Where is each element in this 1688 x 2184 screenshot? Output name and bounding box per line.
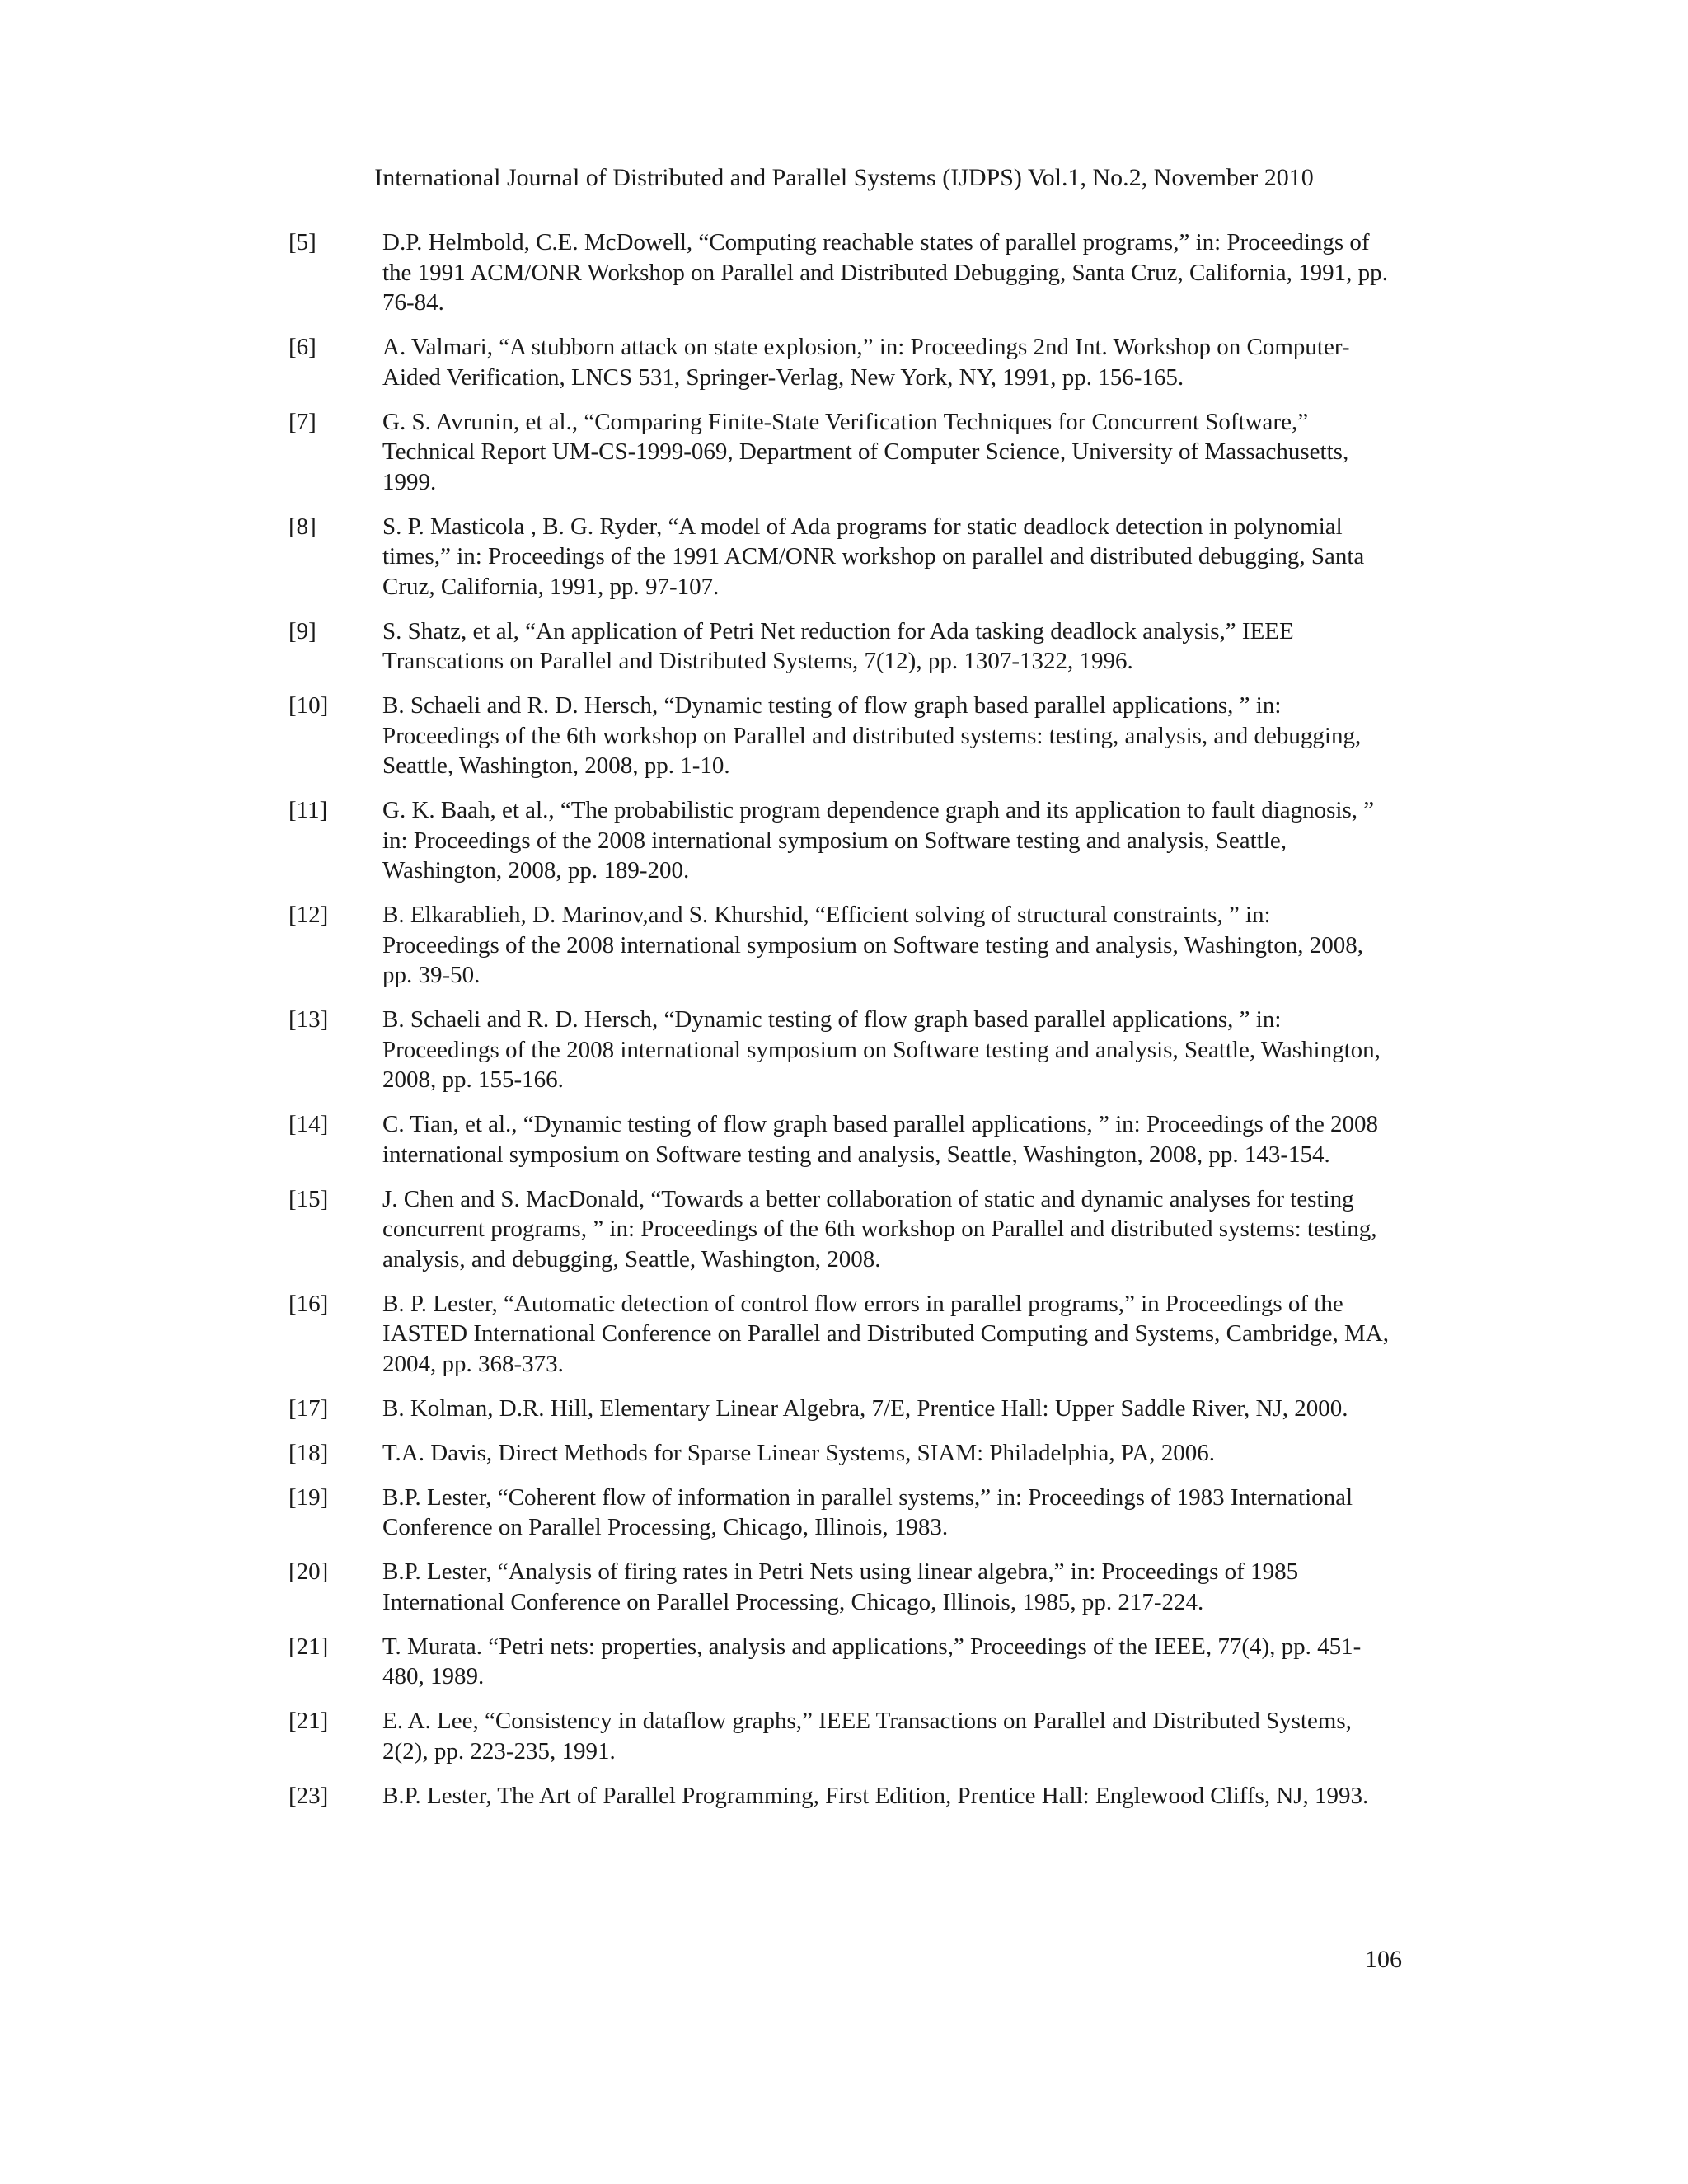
reference-entry <box>288 227 1393 318</box>
reference-entry <box>288 1632 1393 1692</box>
reference-entry <box>288 1394 1393 1424</box>
reference-text: S. P. Masticola , B. G. Ryder, “A model of Ada programs for static deadlock detection in polynomial times,” in: Proceedings of the 1991 ACM/ONR workshop on parallel and distributed debugging, Santa Cruz, California, 1991, pp. 97-107. <box>382 513 1365 600</box>
reference-text: E. A. Lee, “Consistency in dataflow graphs,” IEEE Transactions on Parallel and Distributed Systems, 2(2), pp. 223-235, 1991. <box>382 1708 1352 1765</box>
reference-number: [18] <box>288 1439 329 1466</box>
reference-text: T.A. Davis, Direct Methods for Sparse Linear Systems, SIAM: Philadelphia, PA, 2006. <box>382 1439 1216 1466</box>
reference-text: D.P. Helmbold, C.E. McDowell, “Computing reachable states of parallel programs,” in: Proceedings of the 1991 ACM/ONR Workshop on Parallel and Distributed Debugging, Santa Cruz, California, 1991, pp. 76-84. <box>382 229 1388 316</box>
reference-number: [19] <box>288 1483 329 1511</box>
reference-entry <box>288 1781 1393 1811</box>
reference-entry <box>288 332 1393 392</box>
reference-number: [9] <box>288 617 316 644</box>
reference-text: B. P. Lester, “Automatic detection of control flow errors in parallel programs,” in Proceedings of the IASTED International Conference on Parallel and Distributed Computing and Systems, Cambridge, MA, 2004, pp. 368-373. <box>382 1290 1389 1377</box>
reference-entry <box>288 900 1393 991</box>
reference-text: J. Chen and S. MacDonald, “Towards a better collaboration of static and dynamic analyses for testing concurrent programs, ” in: Proceedings of the 6th workshop on Parallel and distributed systems: testing, analysis, and debugging, Seattle, Washington, 2008. <box>382 1185 1377 1272</box>
reference-text: B.P. Lester, The Art of Parallel Programming, First Edition, Prentice Hall: Englewood Cliffs, NJ, 1993. <box>382 1782 1369 1809</box>
reference-number: [10] <box>288 692 329 719</box>
reference-number: [21] <box>288 1708 329 1734</box>
reference-entry <box>288 1289 1393 1380</box>
reference-number: [16] <box>288 1290 329 1317</box>
reference-entry <box>288 407 1393 498</box>
reference-number: [21] <box>288 1633 329 1660</box>
reference-number: [23] <box>288 1782 329 1809</box>
reference-number: [15] <box>288 1185 329 1212</box>
reference-entry <box>288 1005 1393 1095</box>
reference-entry <box>288 1184 1393 1275</box>
reference-text: G. K. Baah, et al., “The probabilistic program dependence graph and its application to fault diagnosis, ” in: Proceedings of the 2008 international symposium on Software testing and analysis, Seattle, Washington, 2008, pp. 189-200. <box>382 797 1375 883</box>
reference-number: [13] <box>288 1006 329 1033</box>
reference-entry <box>288 1557 1393 1617</box>
reference-list <box>288 227 1393 1825</box>
reference-text: C. Tian, et al., “Dynamic testing of flow graph based parallel applications, ” in: Proceedings of the 2008 international symposium on Software testing and analysis, Seattle, Washington, 2008, pp. 143-154. <box>382 1111 1379 1168</box>
reference-text: G. S. Avrunin, et al., “Comparing Finite-State Verification Techniques for Concurrent Software,” Technical Report UM-CS-1999-069, Department of Computer Science, University of Massachusetts, 1999. <box>382 408 1349 495</box>
reference-entry <box>288 1706 1393 1766</box>
page-number: 106 <box>1365 1946 1402 1973</box>
reference-number: [11] <box>288 797 328 823</box>
reference-number: [14] <box>288 1111 329 1137</box>
reference-number: [7] <box>288 408 316 435</box>
reference-text: A. Valmari, “A stubborn attack on state explosion,” in: Proceedings 2nd Int. Workshop on Computer-Aided Verification, LNCS 531, Springer-Verlag, New York, NY, 1991, pp. 156-165. <box>382 334 1350 391</box>
reference-entry <box>288 1438 1393 1469</box>
reference-text: B. Schaeli and R. D. Hersch, “Dynamic testing of flow graph based parallel applications, ” in: Proceedings of the 2008 international symposium on Software testing and analysis, Seattle, Washington, 2008, pp. 155-166. <box>382 1006 1381 1093</box>
reference-number: [12] <box>288 902 329 928</box>
reference-entry <box>288 1483 1393 1543</box>
reference-number: [20] <box>288 1558 329 1585</box>
reference-text: B.P. Lester, “Coherent flow of information in parallel systems,” in: Proceedings of 1983 International Conference on Parallel Processing, Chicago, Illinois, 1983. <box>382 1483 1353 1540</box>
reference-text: B. Elkarablieh, D. Marinov,and S. Khurshid, “Efficient solving of structural constraints, ” in: Proceedings of the 2008 international symposium on Software testing and analysis, Washington, 2008, pp. 39-50. <box>382 902 1363 988</box>
reference-number: [17] <box>288 1394 329 1422</box>
reference-text: B. Kolman, D.R. Hill, Elementary Linear Algebra, 7/E, Prentice Hall: Upper Saddle River, NJ, 2000. <box>382 1394 1348 1422</box>
reference-entry <box>288 512 1393 602</box>
reference-entry <box>288 691 1393 781</box>
reference-number: [6] <box>288 334 316 360</box>
reference-text: B. Schaeli and R. D. Hersch, “Dynamic testing of flow graph based parallel applications, ” in: Proceedings of the 6th workshop on Parallel and distributed systems: testing, analysis, and debugging, Seattle, Washington, 2008, pp. 1-10. <box>382 692 1362 779</box>
reference-text: B.P. Lester, “Analysis of firing rates in Petri Nets using linear algebra,” in: Proceedings of 1985 International Conference on Parallel Processing, Chicago, Illinois, 1985, pp. 217-224. <box>382 1558 1299 1615</box>
reference-entry <box>288 1109 1393 1169</box>
reference-number: [8] <box>288 513 316 540</box>
reference-number: [5] <box>288 229 316 255</box>
reference-text: T. Murata. “Petri nets: properties, analysis and applications,” Proceedings of the IEEE, 77(4), pp. 451-480, 1989. <box>382 1633 1362 1690</box>
running-header: International Journal of Distributed and Parallel Systems (IJDPS) Vol.1, No.2, November 2010 <box>374 164 1314 191</box>
reference-text: S. Shatz, et al, “An application of Petri Net reduction for Ada tasking deadlock analysis,” IEEE Transcations on Parallel and Distributed Systems, 7(12), pp. 1307-1322, 1996. <box>382 617 1294 674</box>
reference-entry <box>288 616 1393 677</box>
reference-entry <box>288 795 1393 886</box>
